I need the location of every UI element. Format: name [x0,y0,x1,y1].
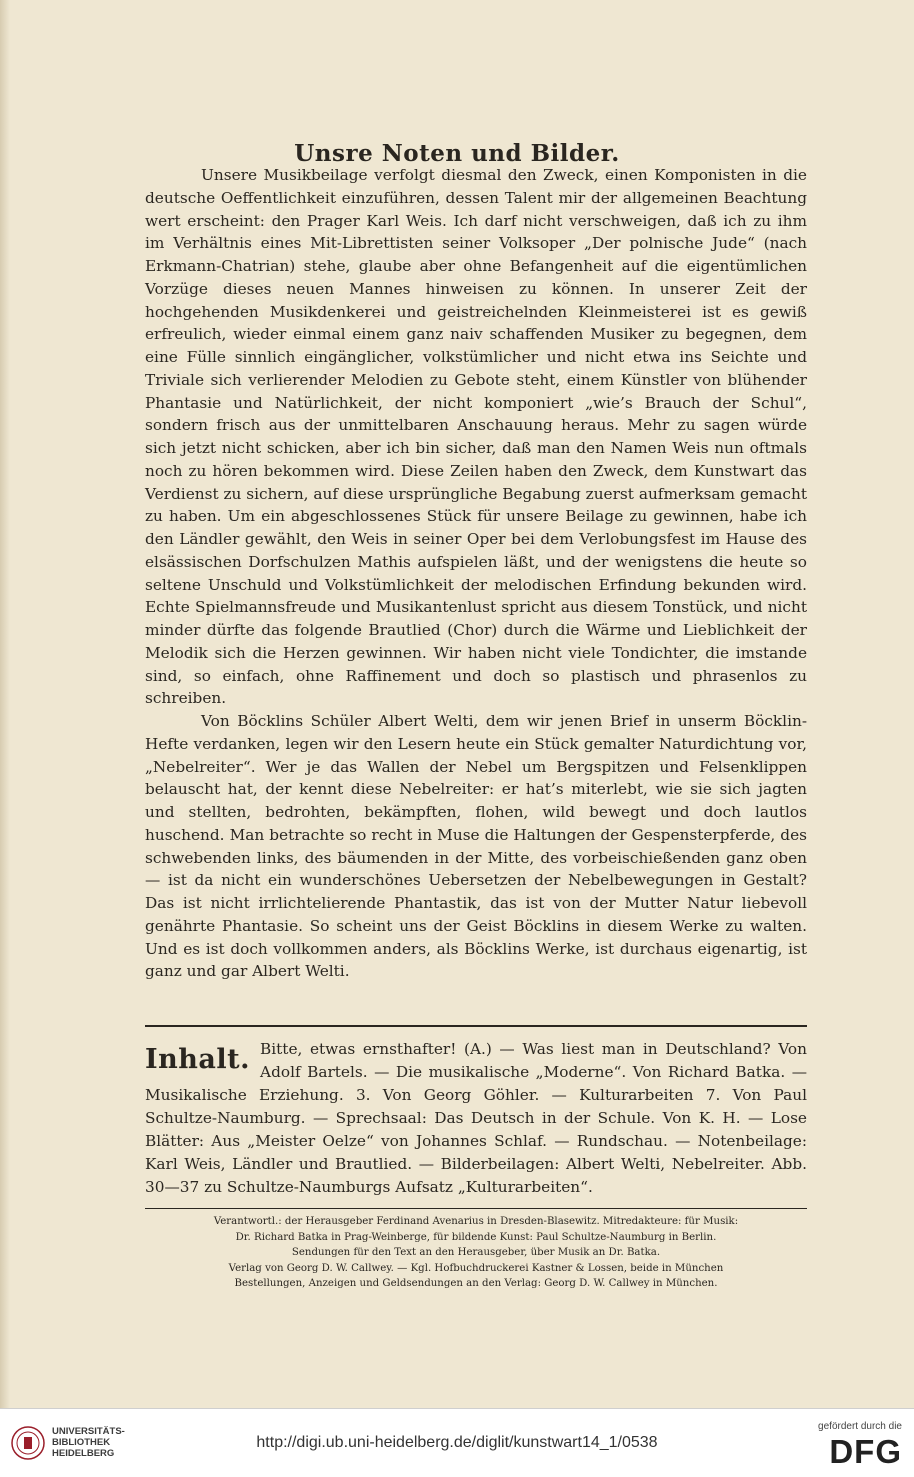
library-name-line: UNIVERSITÄTS- [52,1426,125,1437]
article-title: Unsre Noten und Bilder. [294,140,620,167]
library-name-line: BIBLIOTHEK [52,1437,111,1448]
imprint [130,1214,822,1292]
funding-label: gefördert durch die [818,1421,902,1432]
viewer-footer [0,1408,914,1477]
dfg-logo: DFG [829,1433,902,1470]
article-body [145,164,807,983]
imprint-line: Sendungen für den Text an den Herausgeber, über Musik an Dr. Batka. [291,1247,661,1258]
imprint-line: Verlag von Georg D. W. Callwey. — Kgl. Hofbuchdruckerei Kastner & Lossen, beide in München [228,1262,724,1274]
library-name-line: HEIDELBERG [52,1448,115,1459]
section-divider [145,1025,807,1027]
table-of-contents [145,1038,807,1199]
imprint-line: Dr. Richard Batka in Prag-Weinberge, für bildende Kunst: Paul Schultze-Naumburg in Berlin. [235,1231,717,1243]
contents-text: Bitte, etwas ernsthafter! (A.) — Was liest man in Deutschland? Von Adolf Bartels. — Die musikalische „Moderne“. Von Richard Batka. — Musikalische Erziehung. 3. Von Georg Göhler. — Kulturarbeiten 7. Von Paul Schultze-Naumburg. — Sprechsaal: Das Deutsch in der Schule. Von K. H. — Lose Blätter: Aus „Meister Oelze“ von Johannes Schlaf. — Rundschau. — Notenbeilage: Karl Weis, Ländler und Brautlied. — Bilderbeilagen: Albert Welti, Nebelreiter. Abb. 30—37 zu Schultze-Naumburgs Aufsatz „Kulturarbeiten“. [145,1040,807,1196]
article-paragraph: Von Böcklins Schüler Albert Welti, dem wir jenen Brief in unserm Böcklin-Hefte verdanken, legen wir den Lesern heute ein Stück gemalter Naturdichtung vor, „Nebelreiter“. Wer je das Wallen der Nebel um Bergspitzen und Felsenklippen belauscht hat, der kennt diese Nebelreiter: er hat’s miterlebt, wie sie sich jagten und stellten, bedrohten, bekämpften, flohen, wild bewegt und doch lautlos huschend. Man betrachte so recht in Muse die Haltungen der Gespensterpferde, des schwebenden links, des bäumenden in der Mitte, des vorbeischießenden ganz oben — ist da nicht ein wunderschönes Uebersetzen der Nebelbewegungen in Gestalt? Das ist nicht irrlichtelierende Phantastik, das ist von der Mutter Natur liebevoll genährte Phantasie. So scheint uns der Geist Böcklins in diesem Werke zu walten. Und es ist doch vollkommen anders, als Böcklins Werke, ist durchaus eigenartig, ist ganz und gar Albert Welti. [145,712,807,981]
imprint-line: Bestellungen, Anzeigen und Geldsendungen an den Verlag: Georg D. W. Callwey in München. [234,1278,718,1289]
imprint-line: Verantwortl.: der Herausgeber Ferdinand Avenarius in Dresden-Blasewitz. Mitredakteure: für Musik: [213,1216,739,1227]
imprint-divider [145,1208,807,1209]
article-paragraph: Unsere Musikbeilage verfolgt diesmal den Zweck, einen Komponisten in die deutsche Oeffentlichkeit einzuführen, dessen Talent mir der allgemeinen Beachtung wert erscheint: den Prager Karl Weis. Ich darf nicht verschweigen, daß ich zu ihm im Verhältnis eines Mit-Librettisten seiner Volksoper „Der polnische Jude“ (nach Erkmann-Chatrian) stehe, glaube aber ohne Befangenheit auf die eigentümlichen Vorzüge dieses neuen Mannes hinweisen zu können. In unserer Zeit der hochgehenden Musikdenkerei und geistreichelnden Kleinmeisterei ist es gewiß erfreulich, wieder einmal einem ganz naiv schaffenden Musiker zu begegnen, dem eine Fülle sinnlich eingänglicher, volkstümlicher und nicht etwa ins Seichte und Triviale sich verlierender Melodien zu Gebote steht, einem Künstler von blühender Phantasie und Natürlichkeit, der nicht komponiert „wie’s Brauch der Schul“, sondern frisch aus der unmittelbaren Anschauung heraus. Mehr zu sagen würde sich jetzt nicht schicken, aber ich bin sicher, daß man den Namen Weis nun oftmals noch zu hören bekommen wird. Diese Zeilen haben den Zweck, dem Kunstwart das Verdienst zu sichern, auf diese ursprüngliche Begabung zuerst aufmerksam gemacht zu haben. Um ein abgeschlossenes Stück für unsere Beilage zu gewinnen, habe ich den Ländler gewählt, den Weis in seiner Oper bei dem Verlobungsfest im Hause des elsässischen Dorfschulzen Mathis aufspielen läßt, und der wenigstens die heute so seltene Unschuld und Volkstümlichkeit der melodischen Erfindung bekunden wird. Echte Spielmannsfreude und Musikantenlust spricht aus diesem Tonstück, und nicht minder dürfte das folgende Brautlied (Chor) durch die Wärme und Lieblichkeit der Melodik sich die Herzen gewinnen. Wir haben nicht viele Tondichter, die imstande sind, so einfach, ohne Raffinement und doch so plastisch und phrasenlos zu schreiben. [145,166,807,708]
contents-heading: Inhalt. [145,1044,251,1075]
permalink[interactable]: http://digi.ub.uni-heidelberg.de/diglit/kunstwart14_1/0538 [256,1434,658,1451]
